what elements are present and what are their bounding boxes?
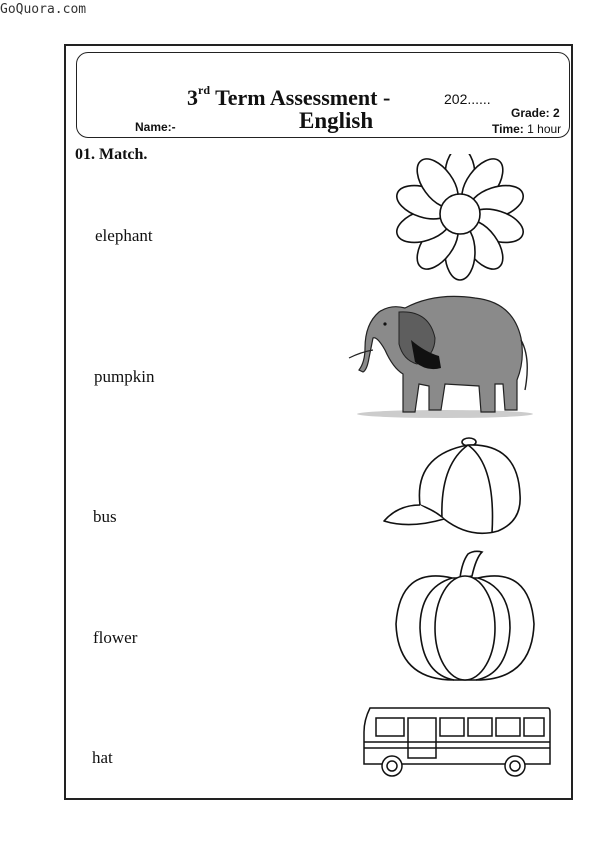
word-bus: bus <box>93 507 117 526</box>
grade-label: Grade: 2 <box>511 106 560 120</box>
title-text: Term Assessment - <box>210 85 391 110</box>
time-label <box>492 122 561 136</box>
bus-icon <box>360 702 555 782</box>
pumpkin-icon <box>392 548 538 686</box>
time-value: 1 hour <box>523 122 562 136</box>
flower-icon <box>385 154 535 282</box>
word-pumpkin: pumpkin <box>94 367 155 386</box>
cap-icon <box>380 435 525 543</box>
name-label: Name:- <box>135 120 176 134</box>
subject-title: English <box>299 108 374 133</box>
question-title: 01. Match. <box>75 146 148 163</box>
word-elephant: elephant <box>95 226 153 245</box>
word-flower: flower <box>93 628 138 647</box>
term-ordinal-suffix: rd <box>198 82 210 97</box>
time-caption: Time: <box>492 122 524 136</box>
year-field: 202...... <box>444 91 491 107</box>
term-number: 3 <box>187 85 198 110</box>
elephant-icon <box>345 288 535 420</box>
watermark: GoQuora.com <box>0 2 87 17</box>
word-hat: hat <box>92 748 113 767</box>
